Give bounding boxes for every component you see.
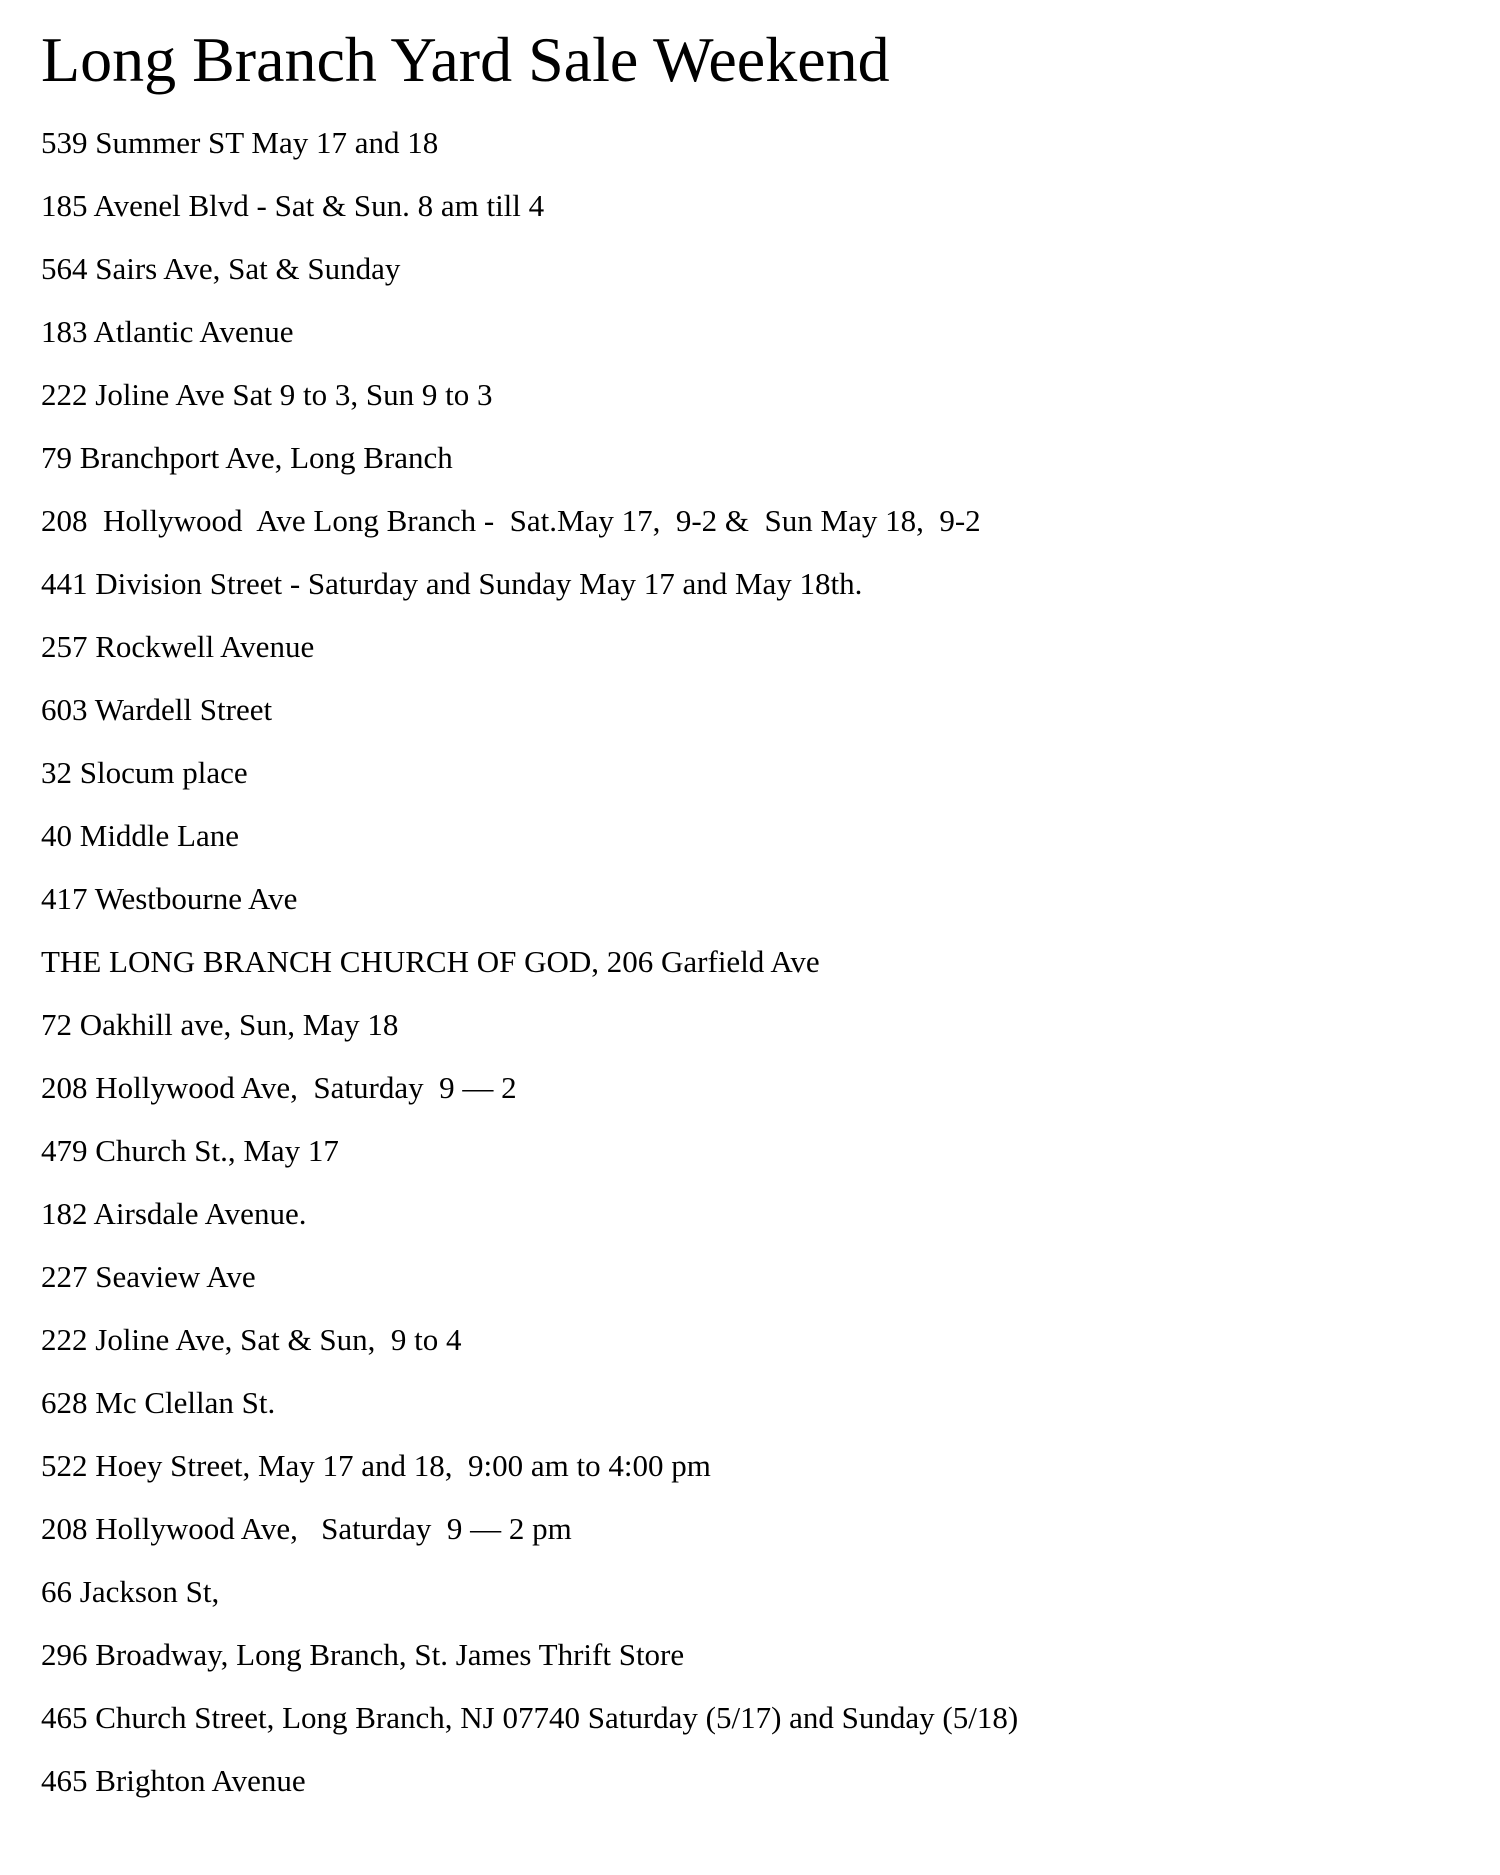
list-item: 257 Rockwell Avenue — [41, 629, 315, 664]
list-item: 539 Summer ST May 17 and 18 — [41, 125, 439, 160]
list-item: 185 Avenel Blvd - Sat & Sun. 8 am till 4 — [41, 188, 545, 223]
list-item: 183 Atlantic Avenue — [41, 314, 294, 349]
list-item: THE LONG BRANCH CHURCH OF GOD, 206 Garfield Ave — [41, 944, 820, 979]
list-item: 603 Wardell Street — [41, 692, 273, 727]
list-item: 66 Jackson St, — [41, 1574, 220, 1609]
yard-sale-list — [41, 111, 1461, 1812]
list-item: 628 Mc Clellan St. — [41, 1385, 276, 1420]
document-page — [41, 18, 1461, 1812]
list-item: 465 Church Street, Long Branch, NJ 07740 Saturday (5/17) and Sunday (5/18) — [41, 1700, 1019, 1735]
list-item: 417 Westbourne Ave — [41, 881, 298, 916]
list-item: 227 Seaview Ave — [41, 1259, 256, 1294]
list-item: 296 Broadway, Long Branch, St. James Thrift Store — [41, 1637, 685, 1672]
page-title: Long Branch Yard Sale Weekend — [41, 24, 890, 95]
list-item: 465 Brighton Avenue — [41, 1763, 306, 1798]
list-item: 222 Joline Ave Sat 9 to 3, Sun 9 to 3 — [41, 377, 493, 412]
list-item: 182 Airsdale Avenue. — [41, 1196, 307, 1231]
list-item: 40 Middle Lane — [41, 818, 240, 853]
list-item: 522 Hoey Street, May 17 and 18, 9:00 am to 4:00 pm — [41, 1448, 711, 1483]
list-item: 222 Joline Ave, Sat & Sun, 9 to 4 — [41, 1322, 462, 1357]
list-item: 441 Division Street - Saturday and Sunday May 17 and May 18th. — [41, 566, 863, 601]
list-item: 564 Sairs Ave, Sat & Sunday — [41, 251, 401, 286]
list-item: 79 Branchport Ave, Long Branch — [41, 440, 453, 475]
list-item: 208 Hollywood Ave, Saturday 9 — 2 pm — [41, 1511, 572, 1546]
list-item: 208 Hollywood Ave Long Branch - Sat.May 17, 9-2 & Sun May 18, 9-2 — [41, 503, 981, 538]
list-item: 208 Hollywood Ave, Saturday 9 — 2 — [41, 1070, 517, 1105]
list-item: 72 Oakhill ave, Sun, May 18 — [41, 1007, 399, 1042]
list-item: 479 Church St., May 17 — [41, 1133, 339, 1168]
list-item: 32 Slocum place — [41, 755, 248, 790]
